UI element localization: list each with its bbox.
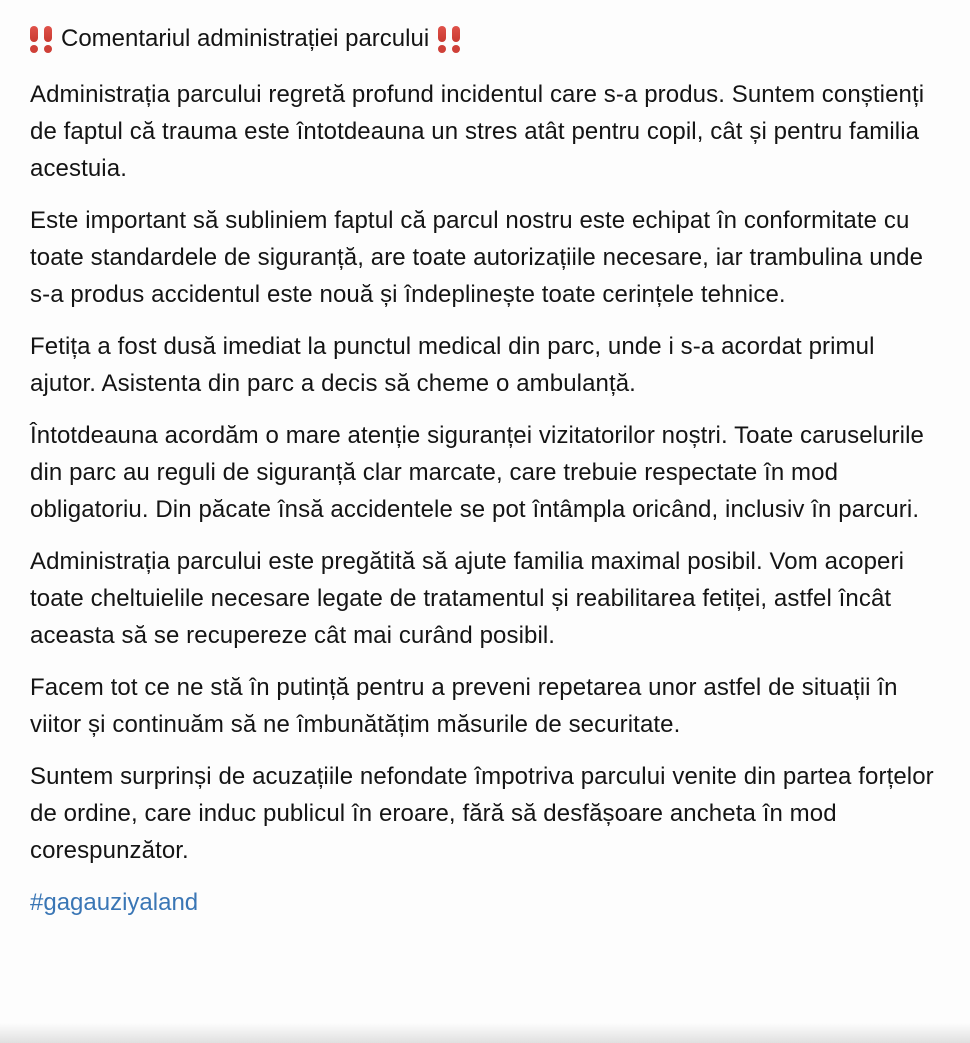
post-paragraph: Este important să subliniem faptul că parcul nostru este echipat în conformitate cu toate standardele de siguranță, are toate autorizațiile necesare, iar trambulina unde s-a produs accidentul este nouă și îndeplinește toate cerințele tehnice. <box>30 207 924 308</box>
double-exclamation-icon <box>30 26 52 53</box>
post-title-text: Comentariul administrației parcului <box>61 25 430 52</box>
post-paragraph: Facem tot ce ne stă în putință pentru a preveni repetarea unor astfel de situații în viitor și continuăm să ne îmbunătățim măsurile de securitate. <box>30 674 898 738</box>
post-paragraph: Administrația parcului este pregătită să ajute familia maximal posibil. Vom acoperi toate cheltuielile necesare legate de tratamentul și reabilitarea fetiței, astfel încât aceasta să se recupereze cât mai curând posibil. <box>30 548 905 649</box>
double-exclamation-icon <box>438 26 460 53</box>
post-title <box>30 20 944 57</box>
post-paragraph: Administrația parcului regretă profund incidentul care s-a produs. Suntem conștienți de faptul că trauma este întotdeauna un stres atât pentru copil, cât și pentru familia acestuia. <box>30 81 925 182</box>
post-paragraph: Întotdeauna acordăm o mare atenție siguranței vizitatorilor noștri. Toate caruselurile din parc au reguli de siguranță clar marcate, care trebuie respectate în mod obligatoriu. Din păcate însă accidentele se pot întâmpla oricând, inclusiv în parcuri. <box>30 422 924 523</box>
post-paragraph: Fetița a fost dusă imediat la punctul medical din parc, unde i s-a acordat primul ajutor. Asistenta din parc a decis să cheme o ambulanță. <box>30 333 875 397</box>
bottom-edge-fade <box>0 1023 970 1043</box>
hashtag-link[interactable]: #gagauziyaland <box>30 889 199 916</box>
post-paragraph: Suntem surprinși de acuzațiile nefondate împotriva parcului venite din partea forțelor de ordine, care induc publicul în eroare, fără să desfășoare ancheta în mod corespunzător. <box>30 763 934 864</box>
